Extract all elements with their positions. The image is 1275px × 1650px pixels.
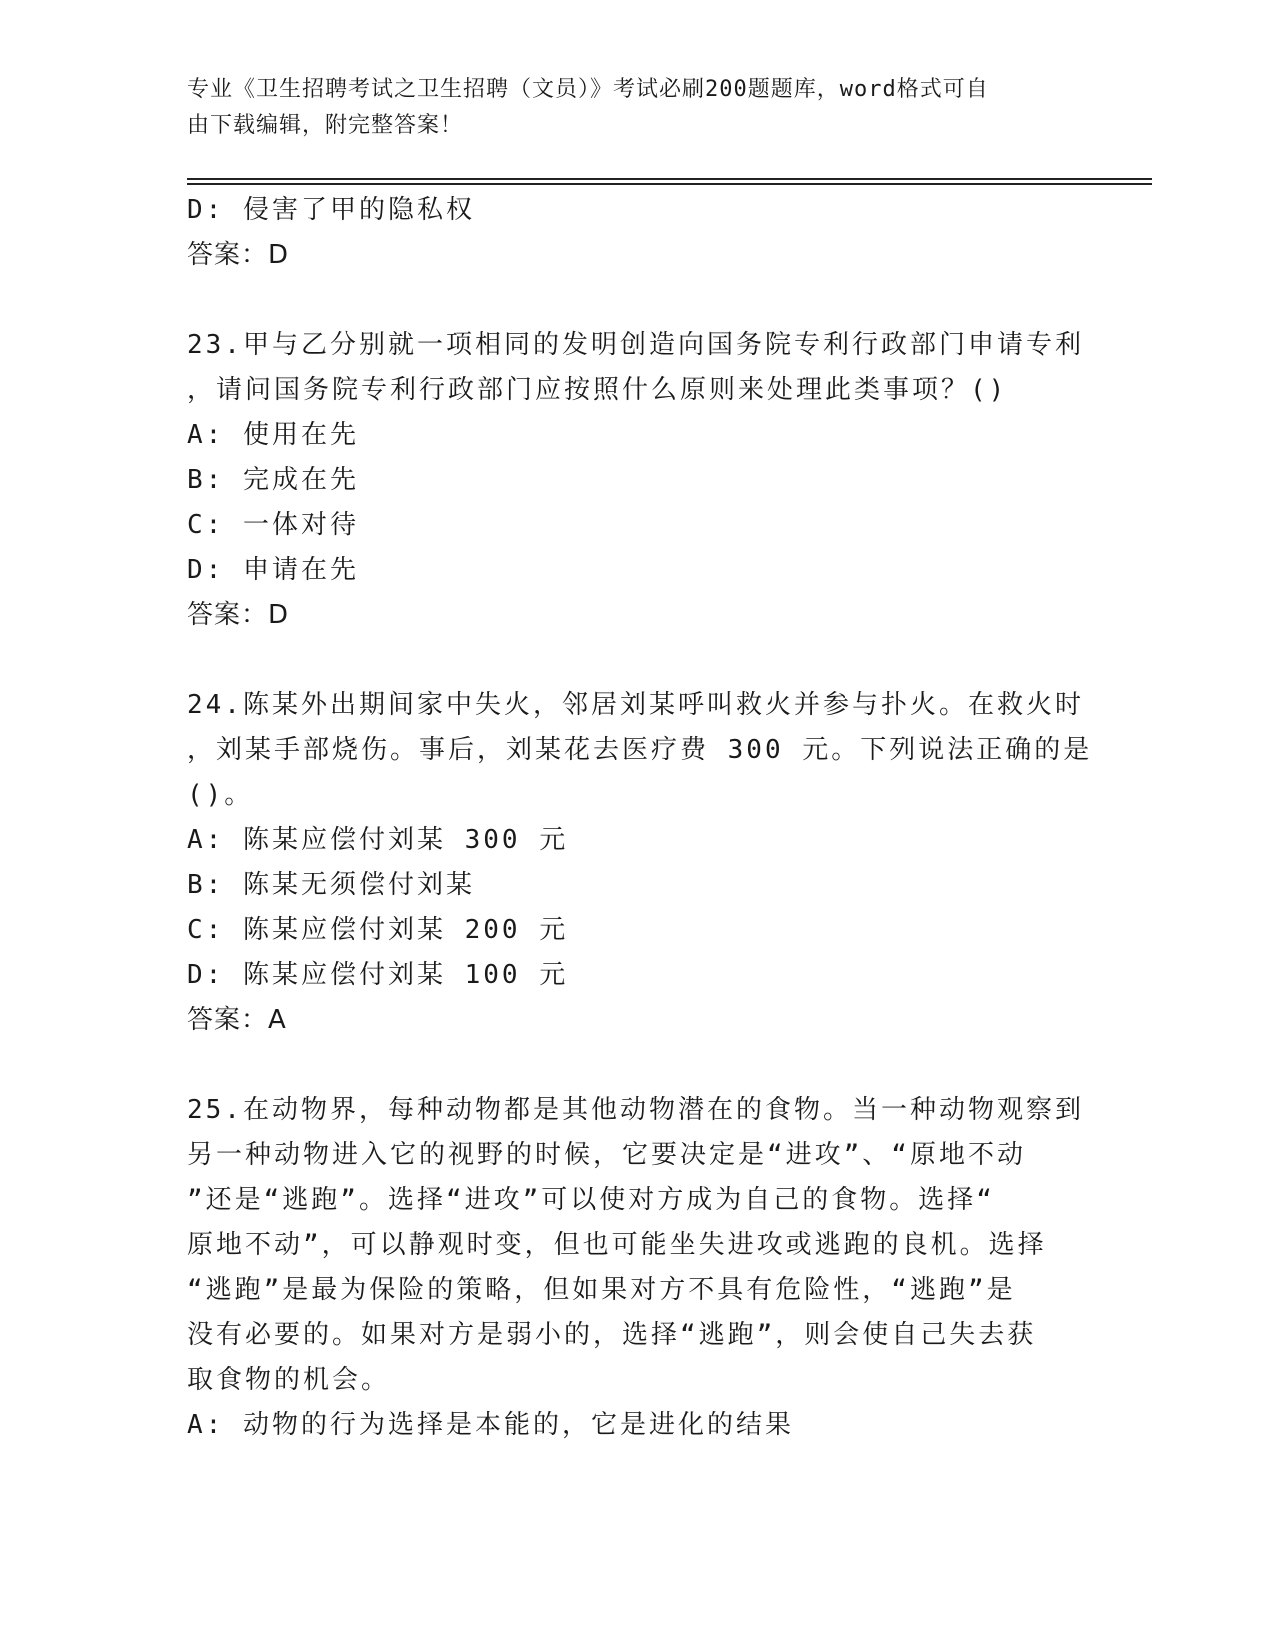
q24-answer: 答案：A (187, 1005, 287, 1035)
header-divider-bottom (187, 183, 1152, 185)
q23-answer: 答案：D (187, 600, 290, 630)
question-content (187, 188, 1093, 1448)
q24-option-c: C: 陈某应偿付刘某 200 元 (187, 915, 569, 945)
q23-text-line-1: 23.甲与乙分别就一项相同的发明创造向国务院专利行政部门申请专利 (187, 330, 1084, 360)
prev-option-d: D: 侵害了甲的隐私权 (187, 195, 475, 225)
header-line-2: 由下载编辑，附完整答案！ (187, 113, 464, 138)
q25-text-line-6: 没有必要的。如果对方是弱小的，选择“逃跑”，则会使自己失去获 (187, 1320, 1037, 1350)
q25-text-line-5: “逃跑”是最为保险的策略，但如果对方不具有危险性，“逃跑”是 (187, 1275, 1016, 1305)
q25-text-line-4: 原地不动”，可以静观时变，但也可能坐失进攻或逃跑的良机。选择 (187, 1230, 1047, 1260)
q23-option-d: D: 申请在先 (187, 555, 359, 585)
q24-text-line-1: 24.陈某外出期间家中失火，邻居刘某呼叫救火并参与扑火。在救火时 (187, 690, 1084, 720)
q24-text-line-3: ()。 (187, 780, 254, 810)
q25-option-a: A: 动物的行为选择是本能的，它是进化的结果 (187, 1410, 794, 1440)
q23-option-b: B: 完成在先 (187, 465, 359, 495)
spacer (187, 1043, 1067, 1088)
spacer (187, 638, 1067, 683)
q23-text-line-2: ，请问国务院专利行政部门应按照什么原则来处理此类事项？() (187, 375, 1008, 405)
header-line-1: 专业《卫生招聘考试之卫生招聘（文员）》考试必刷200题题库，word格式可自 (187, 77, 989, 102)
q24-option-a: A: 陈某应偿付刘某 300 元 (187, 825, 569, 855)
spacer (187, 278, 1067, 323)
q25-text-line-7: 取食物的机会。 (187, 1365, 391, 1395)
q23-option-c: C: 一体对待 (187, 510, 359, 540)
prev-answer: 答案：D (187, 240, 290, 270)
q24-option-b: B: 陈某无须偿付刘某 (187, 870, 475, 900)
q25-text-line-2: 另一种动物进入它的视野的时候，它要决定是“进攻”、“原地不动 (187, 1140, 1026, 1170)
q23-option-a: A: 使用在先 (187, 420, 359, 450)
q24-text-line-2: ，刘某手部烧伤。事后，刘某花去医疗费 300 元。下列说法正确的是 (187, 735, 1093, 765)
q25-text-line-3: ”还是“逃跑”。选择“进攻”可以使对方成为自己的食物。选择“ (187, 1185, 995, 1215)
document-header (187, 72, 1067, 144)
header-divider-top (187, 178, 1152, 180)
q24-option-d: D: 陈某应偿付刘某 100 元 (187, 960, 569, 990)
q25-text-line-1: 25.在动物界，每种动物都是其他动物潜在的食物。当一种动物观察到 (187, 1095, 1084, 1125)
